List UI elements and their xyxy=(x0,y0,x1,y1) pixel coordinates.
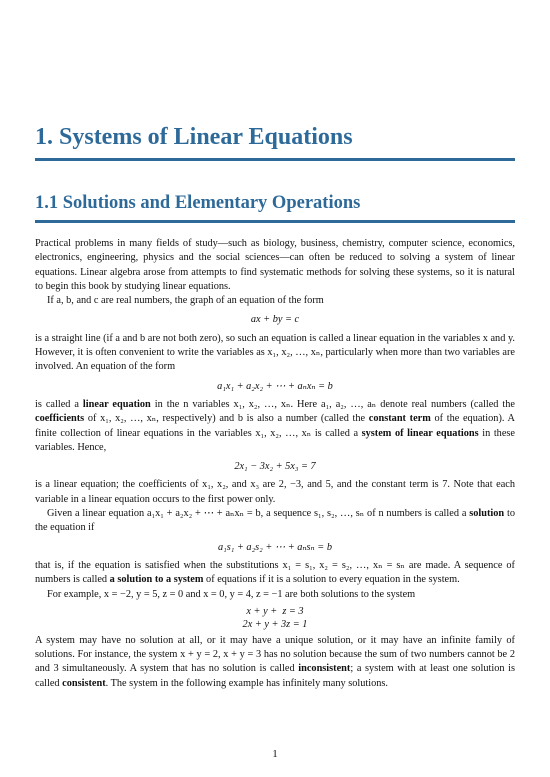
paragraph-intro: Practical problems in many fields of study—such as biology, business, chemistry, computer science, economics, electronics, engineering, physics and the social sciences—can often be reduced to solving a system of linear equations. Linear algebra arose from attempts to find systematic methods for solving these systems, so it is natural to begin this book by studying linear equations. xyxy=(35,238,515,292)
term-solution: solution xyxy=(469,508,505,520)
equation-general: a₁x₁ + a₂x₂ + ⋯ + aₙxₙ = b xyxy=(217,380,333,392)
term-solution-system: a solution to a system xyxy=(109,574,204,586)
term-coefficients: coefficients xyxy=(35,413,85,425)
section-title: 1.1 Solutions and Elementary Operations xyxy=(35,193,361,213)
paragraph-example: For example, x = −2, y = 5, z = 0 and x = 0, y = 4, z = −1 are both solutions to the system xyxy=(47,588,416,600)
term-system: system of linear equations xyxy=(361,427,479,439)
paragraph-definitions: is called a linear equation in the n variables x₁, x₂, …, xₙ. Here a₁, a₂, …, aₙ denote real numbers (called the coefficients of x₁, x₂, …, xₙ, respectively) and b is also a number (called the constant term of the equation). A finite collection of linear equations in the variables x₁, x₂, …, xₙ is called a system of linear equations in these variables. Hence, xyxy=(35,398,515,453)
paragraph-linear: is a straight line (if a and b are not both zero), so such an equation is called a linear equation in the variables x and y. However, it is often convenient to write the variables as x₁, x₂, …, xₙ, particularly when more than two variables are involved. An equation of the form xyxy=(35,332,515,373)
system-row-1: x + y + z = 3 xyxy=(246,605,304,617)
term-constant-term: constant term xyxy=(368,413,431,425)
chapter-rule xyxy=(35,158,515,161)
page-number: 1 xyxy=(272,748,278,760)
equation-line: ax + by = c xyxy=(250,314,300,326)
paragraph-solution: Given a linear equation a₁x₁ + a₂x₂ + ⋯ + aₙxₙ = b, a sequence s₁, s₂, …, sₙ of n numbers is called a solution to the equation if xyxy=(35,508,515,534)
equation-system xyxy=(35,605,515,631)
equation-example: 2x₁ − 3x₂ + 5x₃ = 7 xyxy=(234,461,316,473)
chapter-title: 1. Systems of Linear Equations xyxy=(35,124,353,150)
section-rule xyxy=(35,220,515,223)
paragraph-consistency: A system may have no solution at all, or it may have a unique solution, or it may have an infinite family of solutions. For instance, the system x + y = 2, x + y = 3 has no solution because the sum of two numbers cannot be 2 and 3 simultaneously. A system that has no solution is called inconsistent; a system with at least one solution is called consistent. The system in the following example has infinitely many solutions. xyxy=(35,634,515,689)
body-text xyxy=(35,237,515,691)
equation-solution: a₁s₁ + a₂s₂ + ⋯ + aₙsₙ = b xyxy=(218,541,332,553)
system-row-2: 2x + y + 3z = 1 xyxy=(242,618,308,630)
paragraph-coefficients: is a linear equation; the coefficients of x₁, x₂, and x₃ are 2, −3, and 5, and the constant term is 7. Note that each variable in a linear equation occurs to the first power only. xyxy=(35,479,515,505)
term-inconsistent: inconsistent xyxy=(298,663,351,675)
term-linear-equation: linear equation xyxy=(82,398,151,410)
paragraph-substitution: that is, if the equation is satisfied when the substitutions x₁ = s₁, x₂ = s₂, …, xₙ = sₙ are made. A sequence of numbers is called a solution to a system of equations if it is a solution to every equation in the system. xyxy=(35,559,515,586)
term-consistent: consistent xyxy=(62,677,106,689)
paragraph-graph: If a, b, and c are real numbers, the graph of an equation of the form xyxy=(47,295,324,307)
